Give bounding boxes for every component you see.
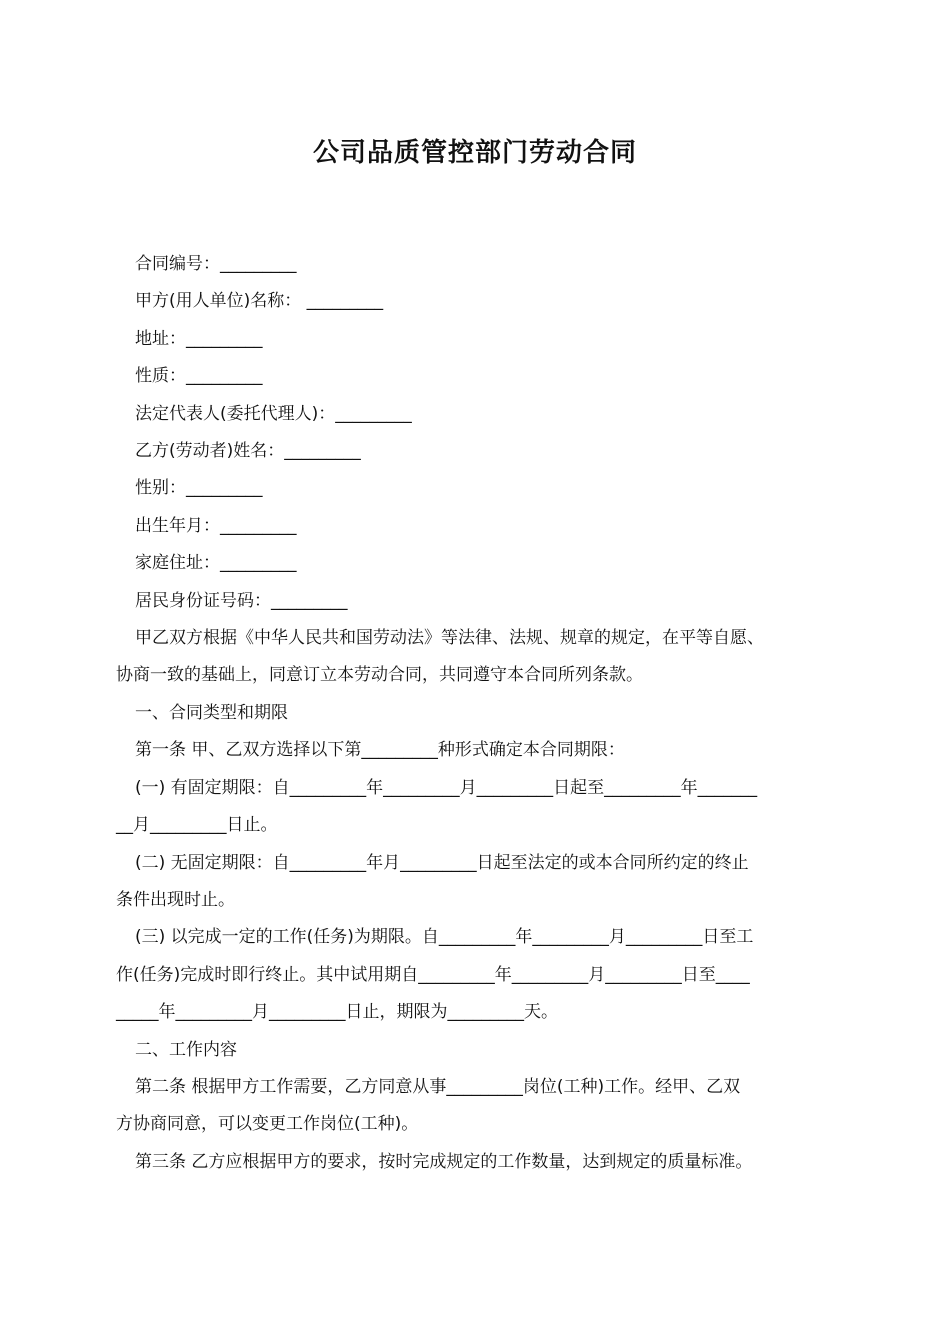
legal-representative-line: 法定代表人(委托代理人)：_________	[135, 403, 412, 424]
nature-line: 性质：_________	[135, 366, 263, 387]
article-1-line: 第一条 甲、乙双方选择以下第_________种形式确定本合同期限：	[135, 740, 625, 761]
fixed-term-line-1: (一) 有固定期限：自_________年_________月_________日起至_________年_______	[135, 777, 758, 798]
task-term-line-2: 作(任务)完成时即行终止。其中试用期自_________年_________月_________日至____	[116, 964, 750, 985]
document-title: 公司品质管控部门劳动合同	[312, 138, 637, 168]
article-2-line-2: 方协商同意，可以变更工作岗位(工种)。	[116, 1114, 419, 1135]
task-term-line-1: (三) 以完成一定的工作(任务)为期限。自_________年_________月_________日至工	[135, 927, 754, 948]
task-term-line-3: _____年_________月_________日止，期限为_________天。	[116, 1002, 558, 1023]
home-address-line: 家庭住址：_________	[135, 553, 297, 574]
preamble-line-1: 甲乙双方根据《中华人民共和国劳动法》等法律、法规、规章的规定，在平等自愿、	[135, 628, 764, 649]
article-2-line-1: 第二条 根据甲方工作需要，乙方同意从事_________岗位(工种)工作。经甲、乙双	[135, 1076, 741, 1097]
fixed-term-line-2: __月_________日止。	[116, 815, 278, 836]
address-line: 地址：_________	[135, 328, 263, 349]
employee-name-line: 乙方(劳动者)姓名：_________	[135, 441, 361, 462]
section-heading-2: 二、工作内容	[135, 1039, 237, 1060]
contract-number-line: 合同编号：_________	[135, 254, 297, 274]
gender-line: 性别：_________	[135, 478, 263, 499]
contract-body	[116, 246, 851, 1181]
preamble-line-2: 协商一致的基础上，同意订立本劳动合同，共同遵守本合同所列条款。	[116, 665, 643, 686]
employer-name-line: 甲方(用人单位)名称： _________	[135, 291, 384, 312]
article-3-line: 第三条 乙方应根据甲方的要求，按时完成规定的工作数量，达到规定的质量标准。	[135, 1151, 753, 1172]
open-term-line-2: 条件出现时止。	[116, 889, 235, 910]
open-term-line-1: (二) 无固定期限：自_________年月_________日起至法定的或本合同所约定的终止	[135, 852, 749, 873]
section-heading-1: 一、合同类型和期限	[135, 702, 288, 723]
id-number-line: 居民身份证号码：_________	[135, 590, 348, 611]
birth-date-line: 出生年月：_________	[135, 515, 297, 536]
